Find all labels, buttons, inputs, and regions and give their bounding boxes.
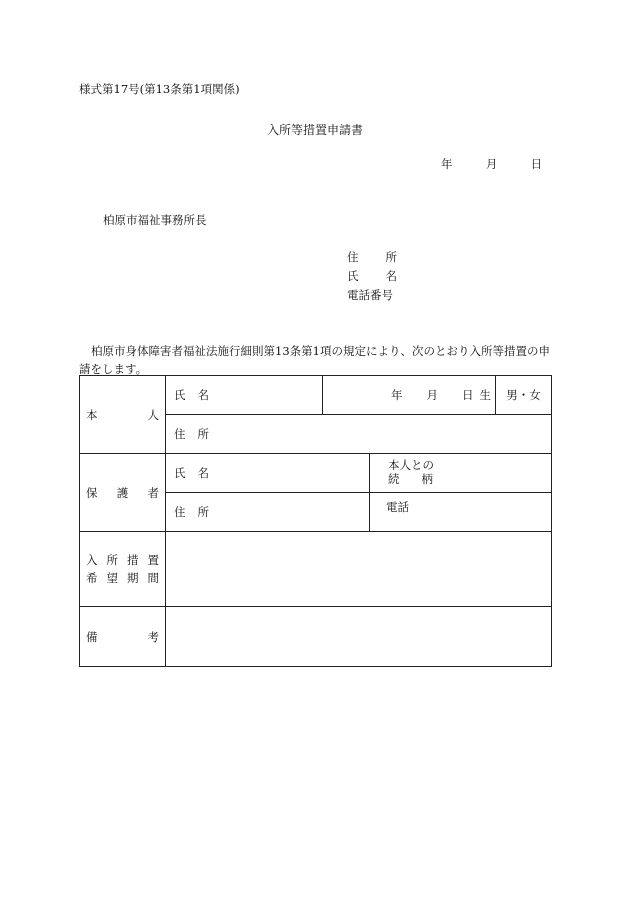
period-heading-line2 (86, 570, 159, 586)
birth-suffix-label: 生 (479, 388, 491, 402)
addressee: 柏原市福祉事務所長 (103, 213, 207, 227)
applicant-address-label-2: 所 (385, 250, 397, 264)
period-heading (80, 532, 166, 607)
birth-day-label: 日 (462, 388, 474, 402)
document-title: 入所等措置申請書 (266, 123, 363, 137)
applicant-address-label (347, 249, 397, 265)
birth-month-label: 月 (426, 388, 438, 402)
applicant-name-label-1: 氏 (347, 269, 359, 283)
person-name-cell[interactable] (166, 376, 323, 415)
remarks-heading-2: 考 (147, 629, 159, 644)
guardian-heading-1: 保 (86, 485, 98, 500)
person-address-label-1: 住 (174, 427, 186, 441)
person-heading (80, 376, 166, 454)
guardian-heading-2: 護 (116, 485, 129, 500)
relation-label-2b: 柄 (421, 472, 433, 486)
person-heading-1: 本 (86, 407, 98, 422)
remarks-heading-1: 備 (86, 629, 98, 644)
date-month-label: 月 (485, 157, 498, 171)
body-text: 柏原市身体障害者福祉法施行細則第13条第1項の規定により、次のとおり入所等措置の申請をします。 (79, 344, 550, 376)
form-number: 様式第17号(第13条第1項関係) (79, 82, 240, 96)
guardian-address-label-1: 住 (174, 505, 186, 519)
application-table (79, 375, 552, 667)
guardian-name-label-2: 名 (197, 466, 209, 480)
period-char: 入 (86, 553, 98, 567)
person-name-label-1: 氏 (174, 388, 186, 402)
guardian-name-label-1: 氏 (174, 466, 186, 480)
date-year-label: 年 (441, 157, 453, 171)
period-value-cell[interactable] (166, 532, 552, 607)
guardian-phone-cell[interactable] (370, 493, 552, 532)
period-heading-line1 (86, 552, 159, 568)
person-sex-cell[interactable]: 男・女 (496, 376, 552, 415)
period-char: 望 (106, 571, 118, 585)
period-char: 所 (106, 553, 118, 567)
relation-label-2a: 続 (388, 472, 400, 486)
person-birthdate-cell[interactable] (323, 376, 496, 415)
relation-label-line1: 本人との (388, 458, 434, 472)
guardian-relation-cell[interactable] (370, 454, 552, 493)
birth-year-label: 年 (391, 388, 403, 402)
guardian-name-cell[interactable] (166, 454, 370, 493)
guardian-phone-label: 電話 (386, 500, 409, 514)
period-char: 期 (127, 571, 139, 585)
applicant-name-label-2: 名 (385, 269, 397, 283)
person-name-label-2: 名 (197, 388, 209, 402)
applicant-name-label (347, 268, 397, 284)
period-char: 措 (127, 553, 139, 567)
applicant-address-label-1: 住 (347, 250, 359, 264)
period-char: 間 (147, 571, 159, 585)
remarks-value-cell[interactable] (166, 607, 552, 667)
applicant-phone-label: 電話番号 (347, 288, 393, 302)
period-char: 希 (86, 571, 98, 585)
person-address-label-2: 所 (197, 427, 209, 441)
person-address-cell[interactable] (166, 415, 552, 454)
remarks-heading (80, 607, 166, 667)
person-heading-2: 人 (147, 407, 159, 422)
guardian-address-cell[interactable] (166, 493, 370, 532)
guardian-heading (80, 454, 166, 532)
date-line (441, 156, 542, 172)
period-char: 置 (147, 553, 159, 567)
guardian-heading-3: 者 (147, 485, 159, 500)
relation-label-line2 (388, 472, 551, 486)
guardian-address-label-2: 所 (197, 505, 209, 519)
date-day-label: 日 (530, 157, 543, 171)
